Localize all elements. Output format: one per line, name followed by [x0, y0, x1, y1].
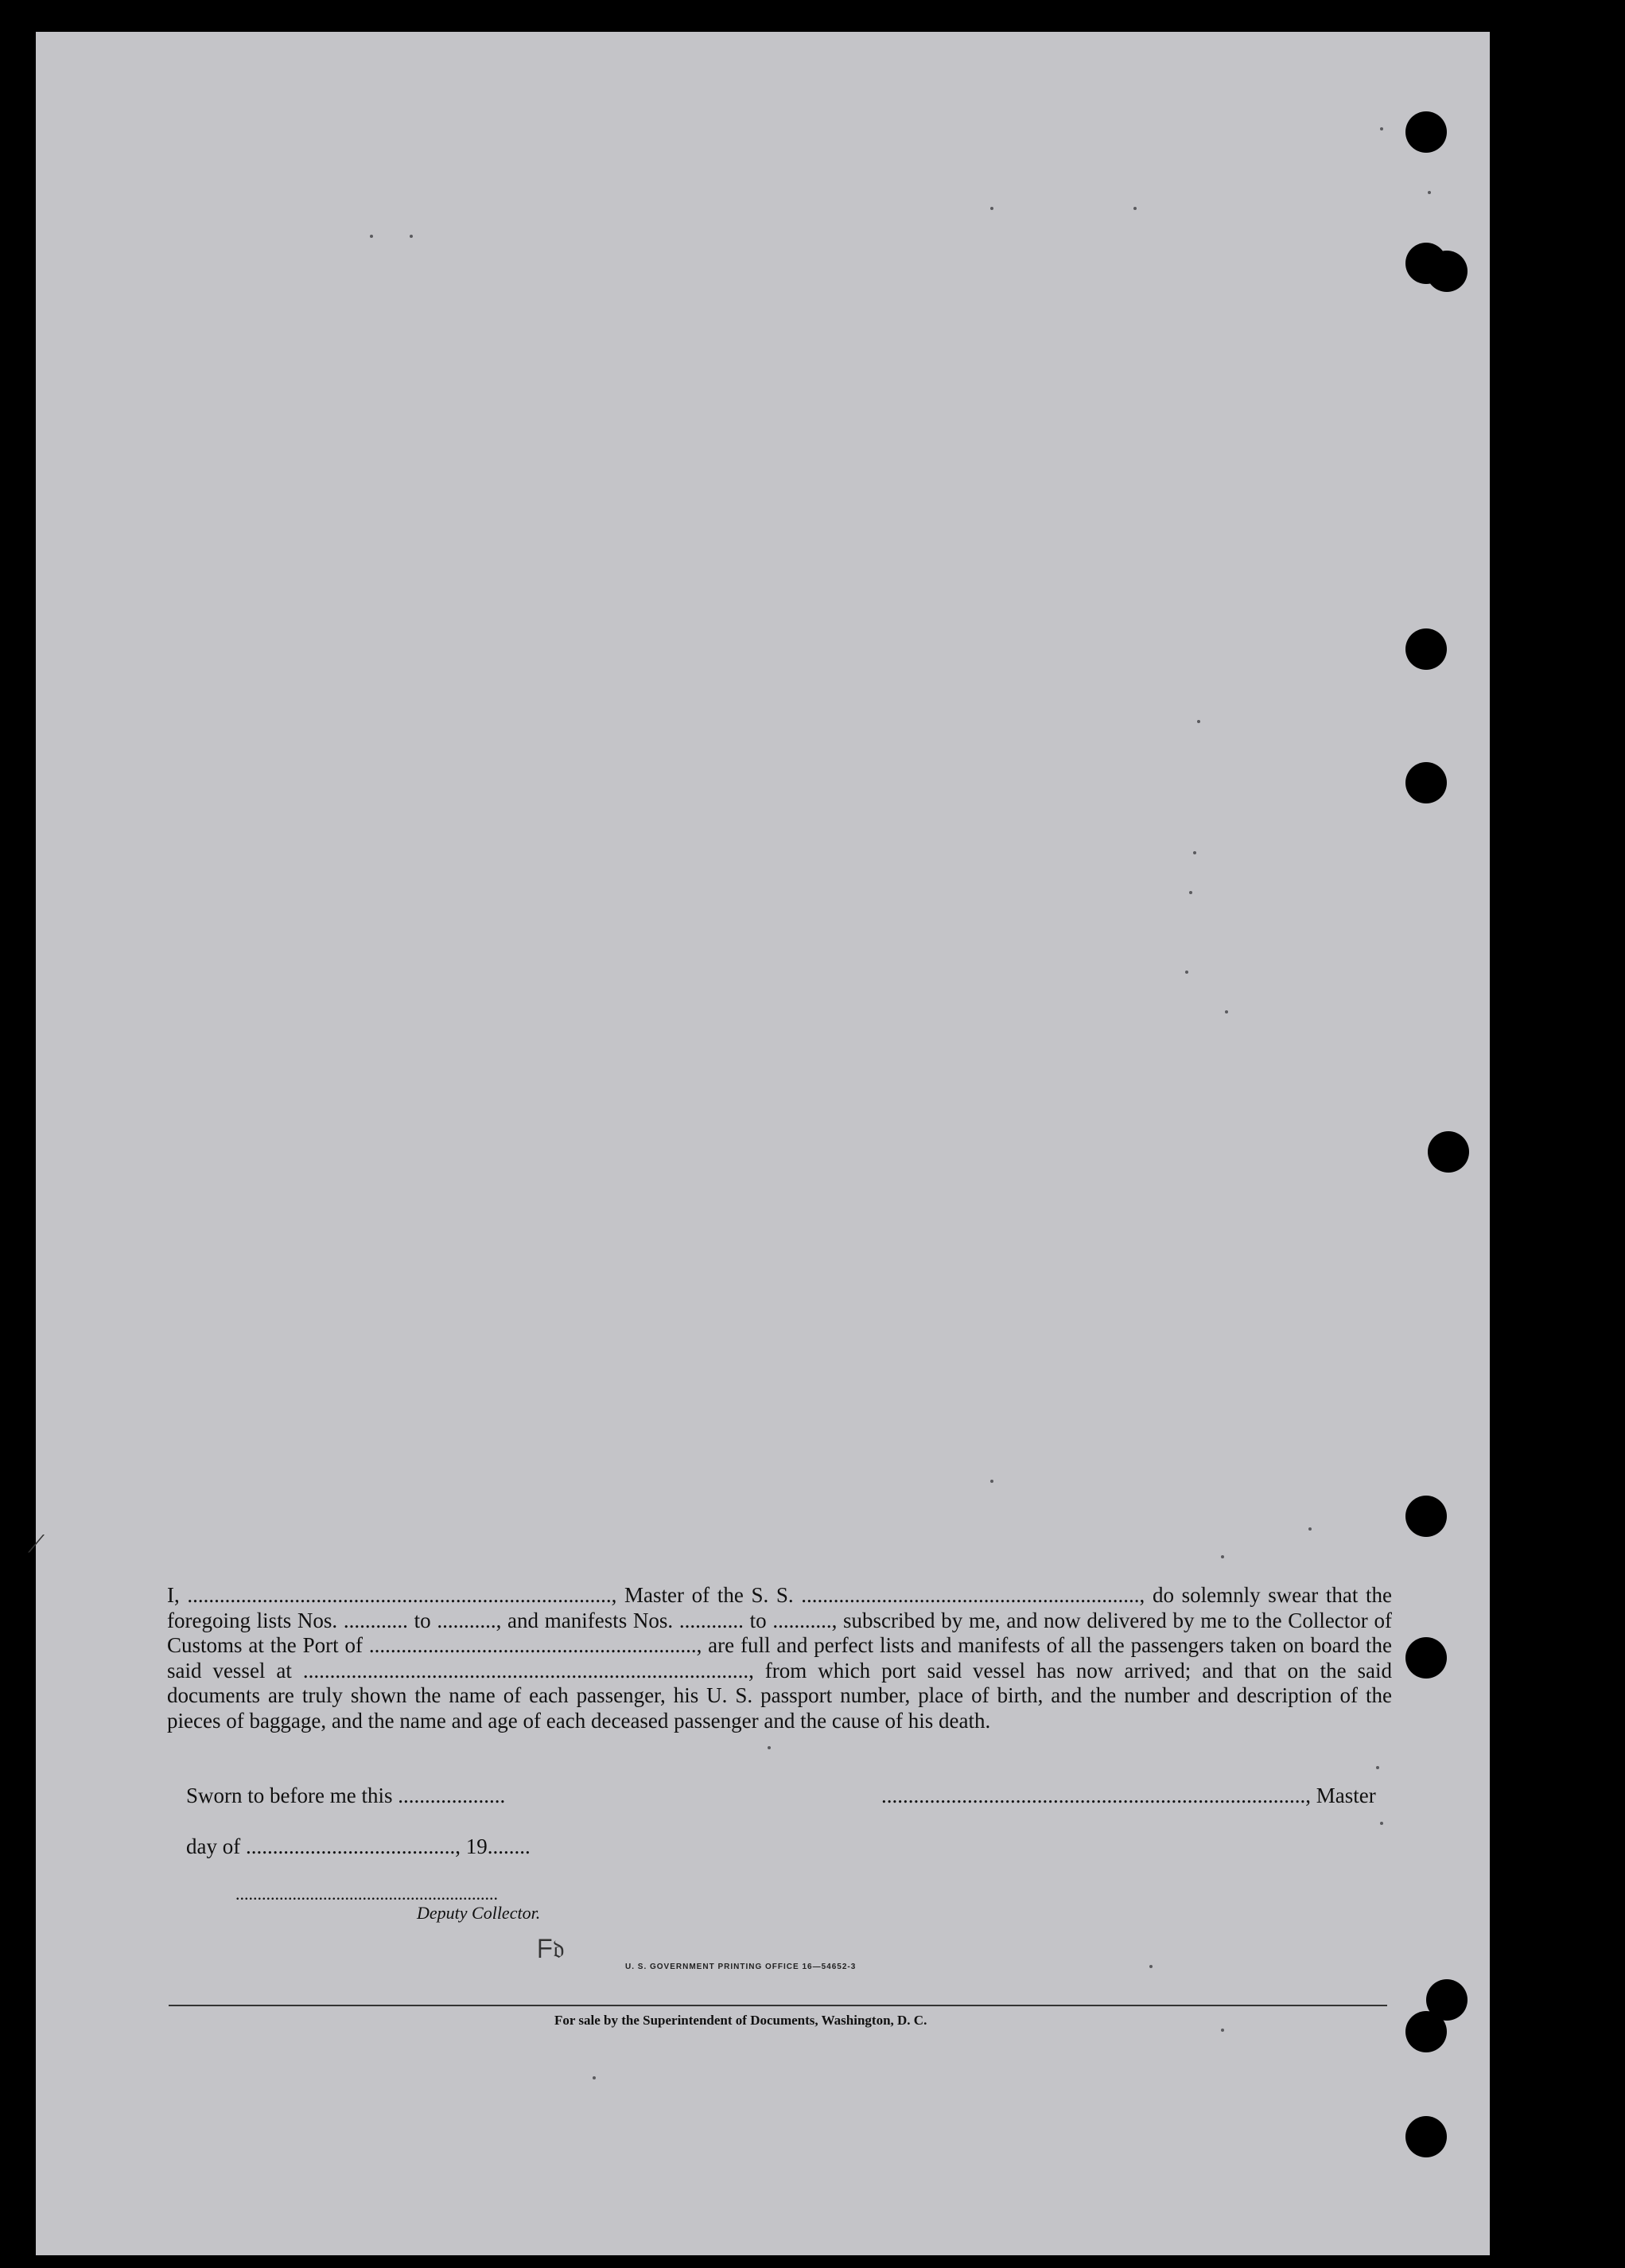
binder-hole — [1428, 1131, 1469, 1173]
speck — [1225, 1010, 1228, 1013]
binder-hole — [1405, 762, 1447, 803]
speck — [1308, 1527, 1312, 1531]
speck — [1149, 1965, 1153, 1968]
binder-hole — [1426, 251, 1468, 292]
speck — [1197, 720, 1200, 723]
binder-hole — [1405, 628, 1447, 670]
speck — [1380, 1822, 1383, 1825]
sworn-label: Sworn to before me this .................... — [186, 1784, 506, 1807]
sale-notice: For sale by the Superintendent of Documents, Washington, D. C. — [554, 2013, 927, 2028]
oath-paragraph — [167, 1583, 1392, 1733]
speck — [1133, 207, 1137, 210]
speck — [410, 235, 413, 238]
oath-text: I, ..............................................................................., Master of the S. S. ..............................................................., do solemnly swear that the foregoing lists Nos. ............ to ..........., and manifests Nos. ............ to ..........., subscribed by me, and now delivered by me to the Collector of Customs at the Port of ............................................................., are full and perfect lists and manifests of all the passengers taken on board the said vessel at ..................................................................................., from which port said vessel has now arrived; and that on the said documents are truly shown the name of each passenger, his U. S. passport number, place of birth, and the number and description of the pieces of baggage, and the name and age of each deceased passenger and the cause of his death. — [167, 1583, 1392, 1733]
binder-hole — [1405, 1496, 1447, 1537]
speck — [593, 2076, 596, 2079]
speck — [768, 1746, 771, 1749]
footer-rule — [169, 2005, 1387, 2006]
deputy-signature-line: ............................................................ — [235, 1884, 498, 1904]
speck — [1185, 971, 1188, 974]
speck — [1428, 191, 1431, 194]
binder-hole — [1405, 111, 1447, 153]
printing-office-line: U. S. GOVERNMENT PRINTING OFFICE 16—54652-3 — [625, 1963, 857, 1971]
form-sheet — [28, 32, 1490, 2255]
speck — [990, 207, 993, 210]
binder-hole — [1405, 2011, 1447, 2052]
master-signature-line: ..............................................................................., Master — [881, 1784, 1376, 1807]
speck — [370, 235, 373, 238]
speck — [1221, 1555, 1224, 1558]
deputy-collector-label: Deputy Collector. — [417, 1903, 541, 1923]
handwritten-mark: ᖴ𝔡 — [538, 1935, 565, 1963]
corner-mark: ⟋ — [28, 1531, 45, 1558]
speck — [1376, 1766, 1379, 1769]
speck — [1189, 891, 1192, 894]
speck — [1221, 2029, 1224, 2032]
binder-hole — [1405, 1637, 1447, 1679]
speck — [990, 1480, 993, 1483]
binder-hole — [1405, 2116, 1447, 2157]
day-of-line: day of ......................................., 19........ — [186, 1834, 531, 1858]
speck — [1193, 851, 1196, 854]
speck — [1380, 127, 1383, 130]
